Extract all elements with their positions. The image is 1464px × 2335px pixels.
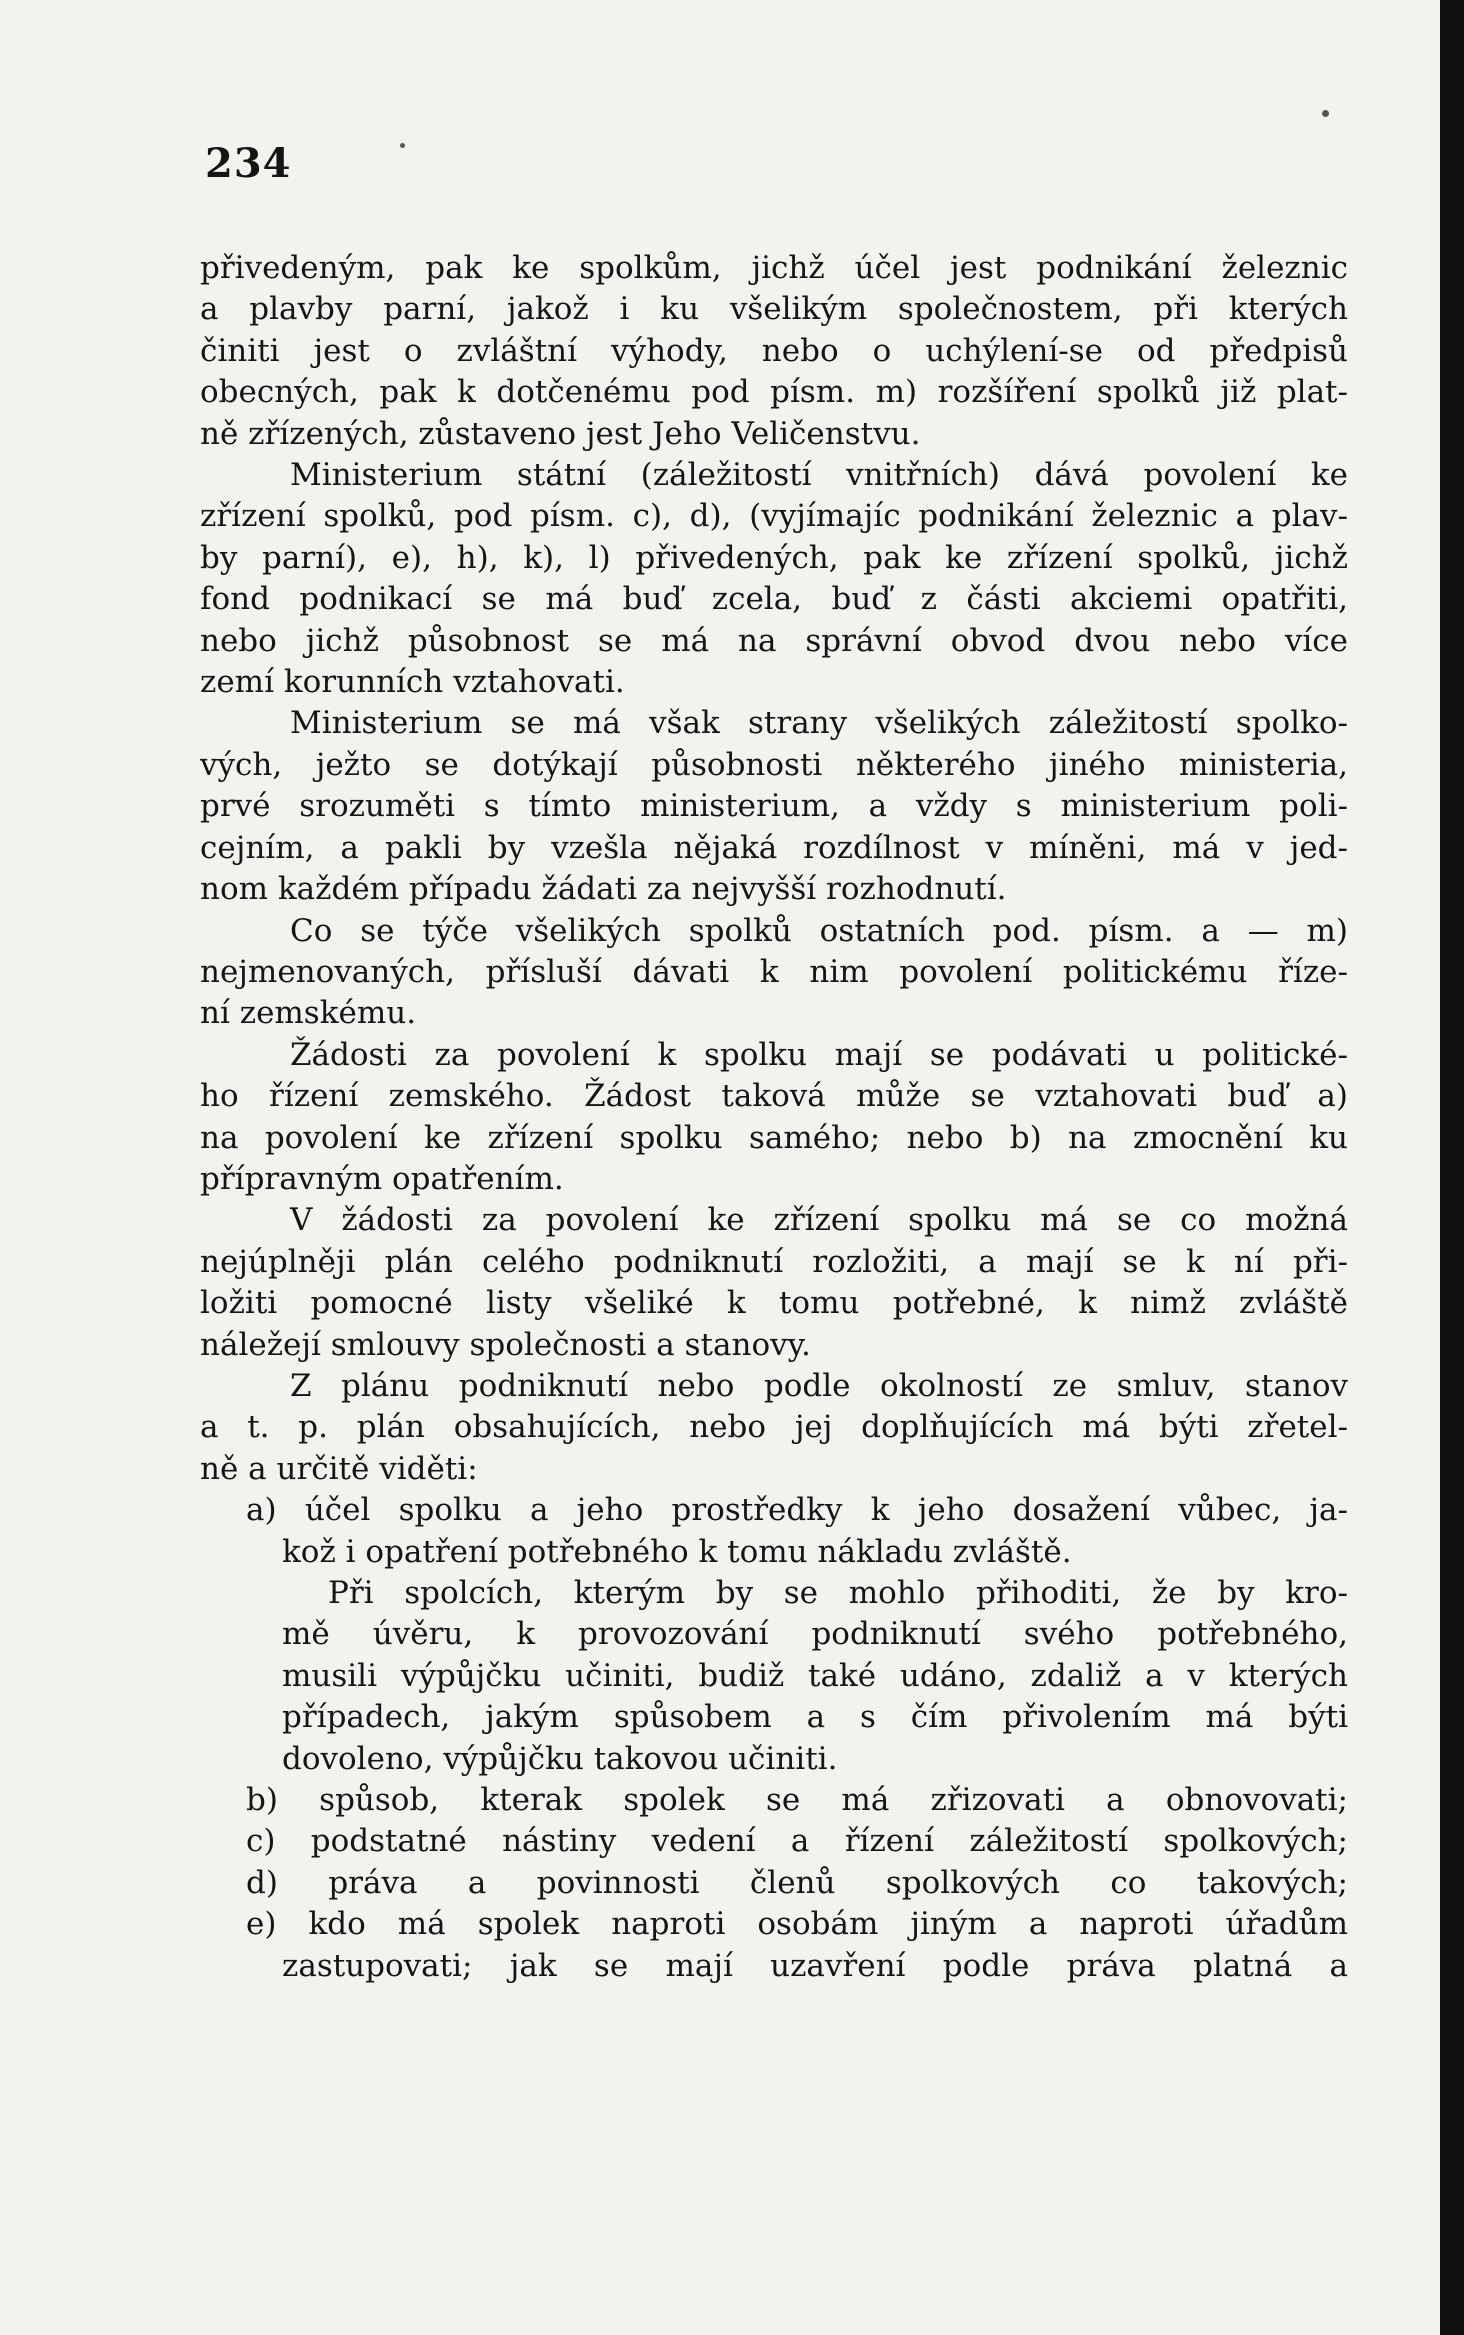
text-line: ložiti pomocné listy všeliké k tomu potřebné, k nimž zvláště: [200, 1285, 1348, 1322]
paragraph-start: Ministerium se má však strany všelikých záležitostí spolko-: [290, 705, 1348, 742]
text-line: fond podnikací se má buď zcela, buď z části akciemi opatřiti,: [200, 581, 1348, 618]
text-line: činiti jest o zvláštní výhody, nebo o uchýlení-se od předpisů: [200, 332, 1348, 369]
paragraph-start: V žádosti za povolení ke zřízení spolku má se co možná: [290, 1202, 1348, 1239]
text-line: mě úvěru, k provozování podniknutí svého potřebného,: [282, 1616, 1348, 1653]
paragraph-start: Ministerium státní (záležitostí vnitřních) dává povolení ke: [290, 457, 1348, 494]
text-line: nom každém případu žádati za nejvyšší rozhodnutí.: [200, 871, 1007, 908]
text-line: na povolení ke zřízení spolku samého; nebo b) na zmocnění ku: [200, 1119, 1348, 1156]
list-item-b: b) spůsob, kterak spolek se má zřizovati a obnovovati;: [246, 1782, 1348, 1819]
list-item-a: a) účel spolku a jeho prostředky k jeho dosažení vůbec, ja-: [246, 1492, 1348, 1529]
text-line: nejúplněji plán celého podniknutí rozložiti, a mají se k ní při-: [200, 1243, 1348, 1280]
text-line: přivedeným, pak ke spolkům, jichž účel jest podnikání železnic: [200, 250, 1348, 286]
text-line: zřízení spolků, pod písm. c), d), (vyjímajíc podnikání železnic a plav-: [200, 498, 1348, 535]
text-line: obecných, pak k dotčenému pod písm. m) rozšíření spolků již plat-: [200, 374, 1348, 411]
text-line: vých, ježto se dotýkají působnosti některého jiného ministeria,: [200, 746, 1348, 783]
text-line: případech, jakým spůsobem a s čím přivolením má býti: [282, 1699, 1348, 1736]
ink-speck: [1322, 110, 1329, 117]
text-line: a t. p. plán obsahujících, nebo jej doplňujících má býti zřetel-: [200, 1409, 1348, 1446]
scan-edge: [1440, 0, 1464, 2335]
paragraph-start: Žádosti za povolení k spolku mají se podávati u politické-: [290, 1036, 1348, 1073]
text-line: kož i opatření potřebného k tomu nákladu zvláště.: [282, 1533, 1072, 1570]
list-item-d: d) práva a povinnosti členů spolkových co takových;: [246, 1864, 1348, 1901]
text-line: by parní), e), h), k), l) přivedených, pak ke zřízení spolků, jichž: [200, 539, 1348, 576]
ink-speck: [400, 143, 405, 148]
text-line: zastupovati; jak se mají uzavření podle práva platná a: [282, 1947, 1348, 1984]
list-item-c: c) podstatné nástiny vedení a řízení záležitostí spolkových;: [246, 1823, 1348, 1860]
text-line: musili výpůjčku učiniti, budiž také udáno, zdaliž a v kterých: [282, 1657, 1348, 1694]
text-line: dovoleno, výpůjčku takovou učiniti.: [282, 1740, 838, 1777]
text-line: cejním, a pakli by vzešla nějaká rozdílnost v míněni, má v jed-: [200, 829, 1348, 866]
text-line: nejmenovaných, přísluší dávati k nim povolení politickému řízе-: [200, 953, 1348, 990]
text-line: ní zemskému.: [200, 995, 417, 1032]
text-line: náležejí smlouvy společnosti a stanovy.: [200, 1326, 811, 1363]
paragraph-start: Co se týče všelikých spolků ostatních pod. písm. a — m): [290, 912, 1348, 949]
paragraph-start: Z plánu podniknutí nebo podle okolností ze smluv, stanov: [290, 1367, 1348, 1404]
text-line: zemí korunních vztahovati.: [200, 664, 625, 701]
text-line: přípravným opatřením.: [200, 1160, 564, 1197]
text-line: nebo jichž působnost se má na správní obvod dvou nebo více: [200, 622, 1348, 659]
text-line: ně a určitě viděti:: [200, 1450, 478, 1487]
body-text: [200, 248, 1348, 1987]
text-line: ně zřízených, zůstaveno jest Jeho Veličenstvu.: [200, 415, 921, 452]
list-item-e: e) kdo má spolek naproti osobám jiným a naproti úřadům: [246, 1906, 1348, 1943]
page-number: 234: [205, 140, 292, 187]
text-line: prvé srozuměti s tímto ministerium, a vždy s ministerium poli-: [200, 788, 1348, 825]
text-line: a plavby parní, jakož i ku všelikým společnostem, při kterých: [200, 291, 1348, 328]
paragraph-start: Při spolcích, kterým by se mohlo přihoditi, že by kro-: [328, 1575, 1348, 1611]
text-line: ho řízení zemského. Žádost taková může se vztahovati buď a): [200, 1078, 1348, 1115]
